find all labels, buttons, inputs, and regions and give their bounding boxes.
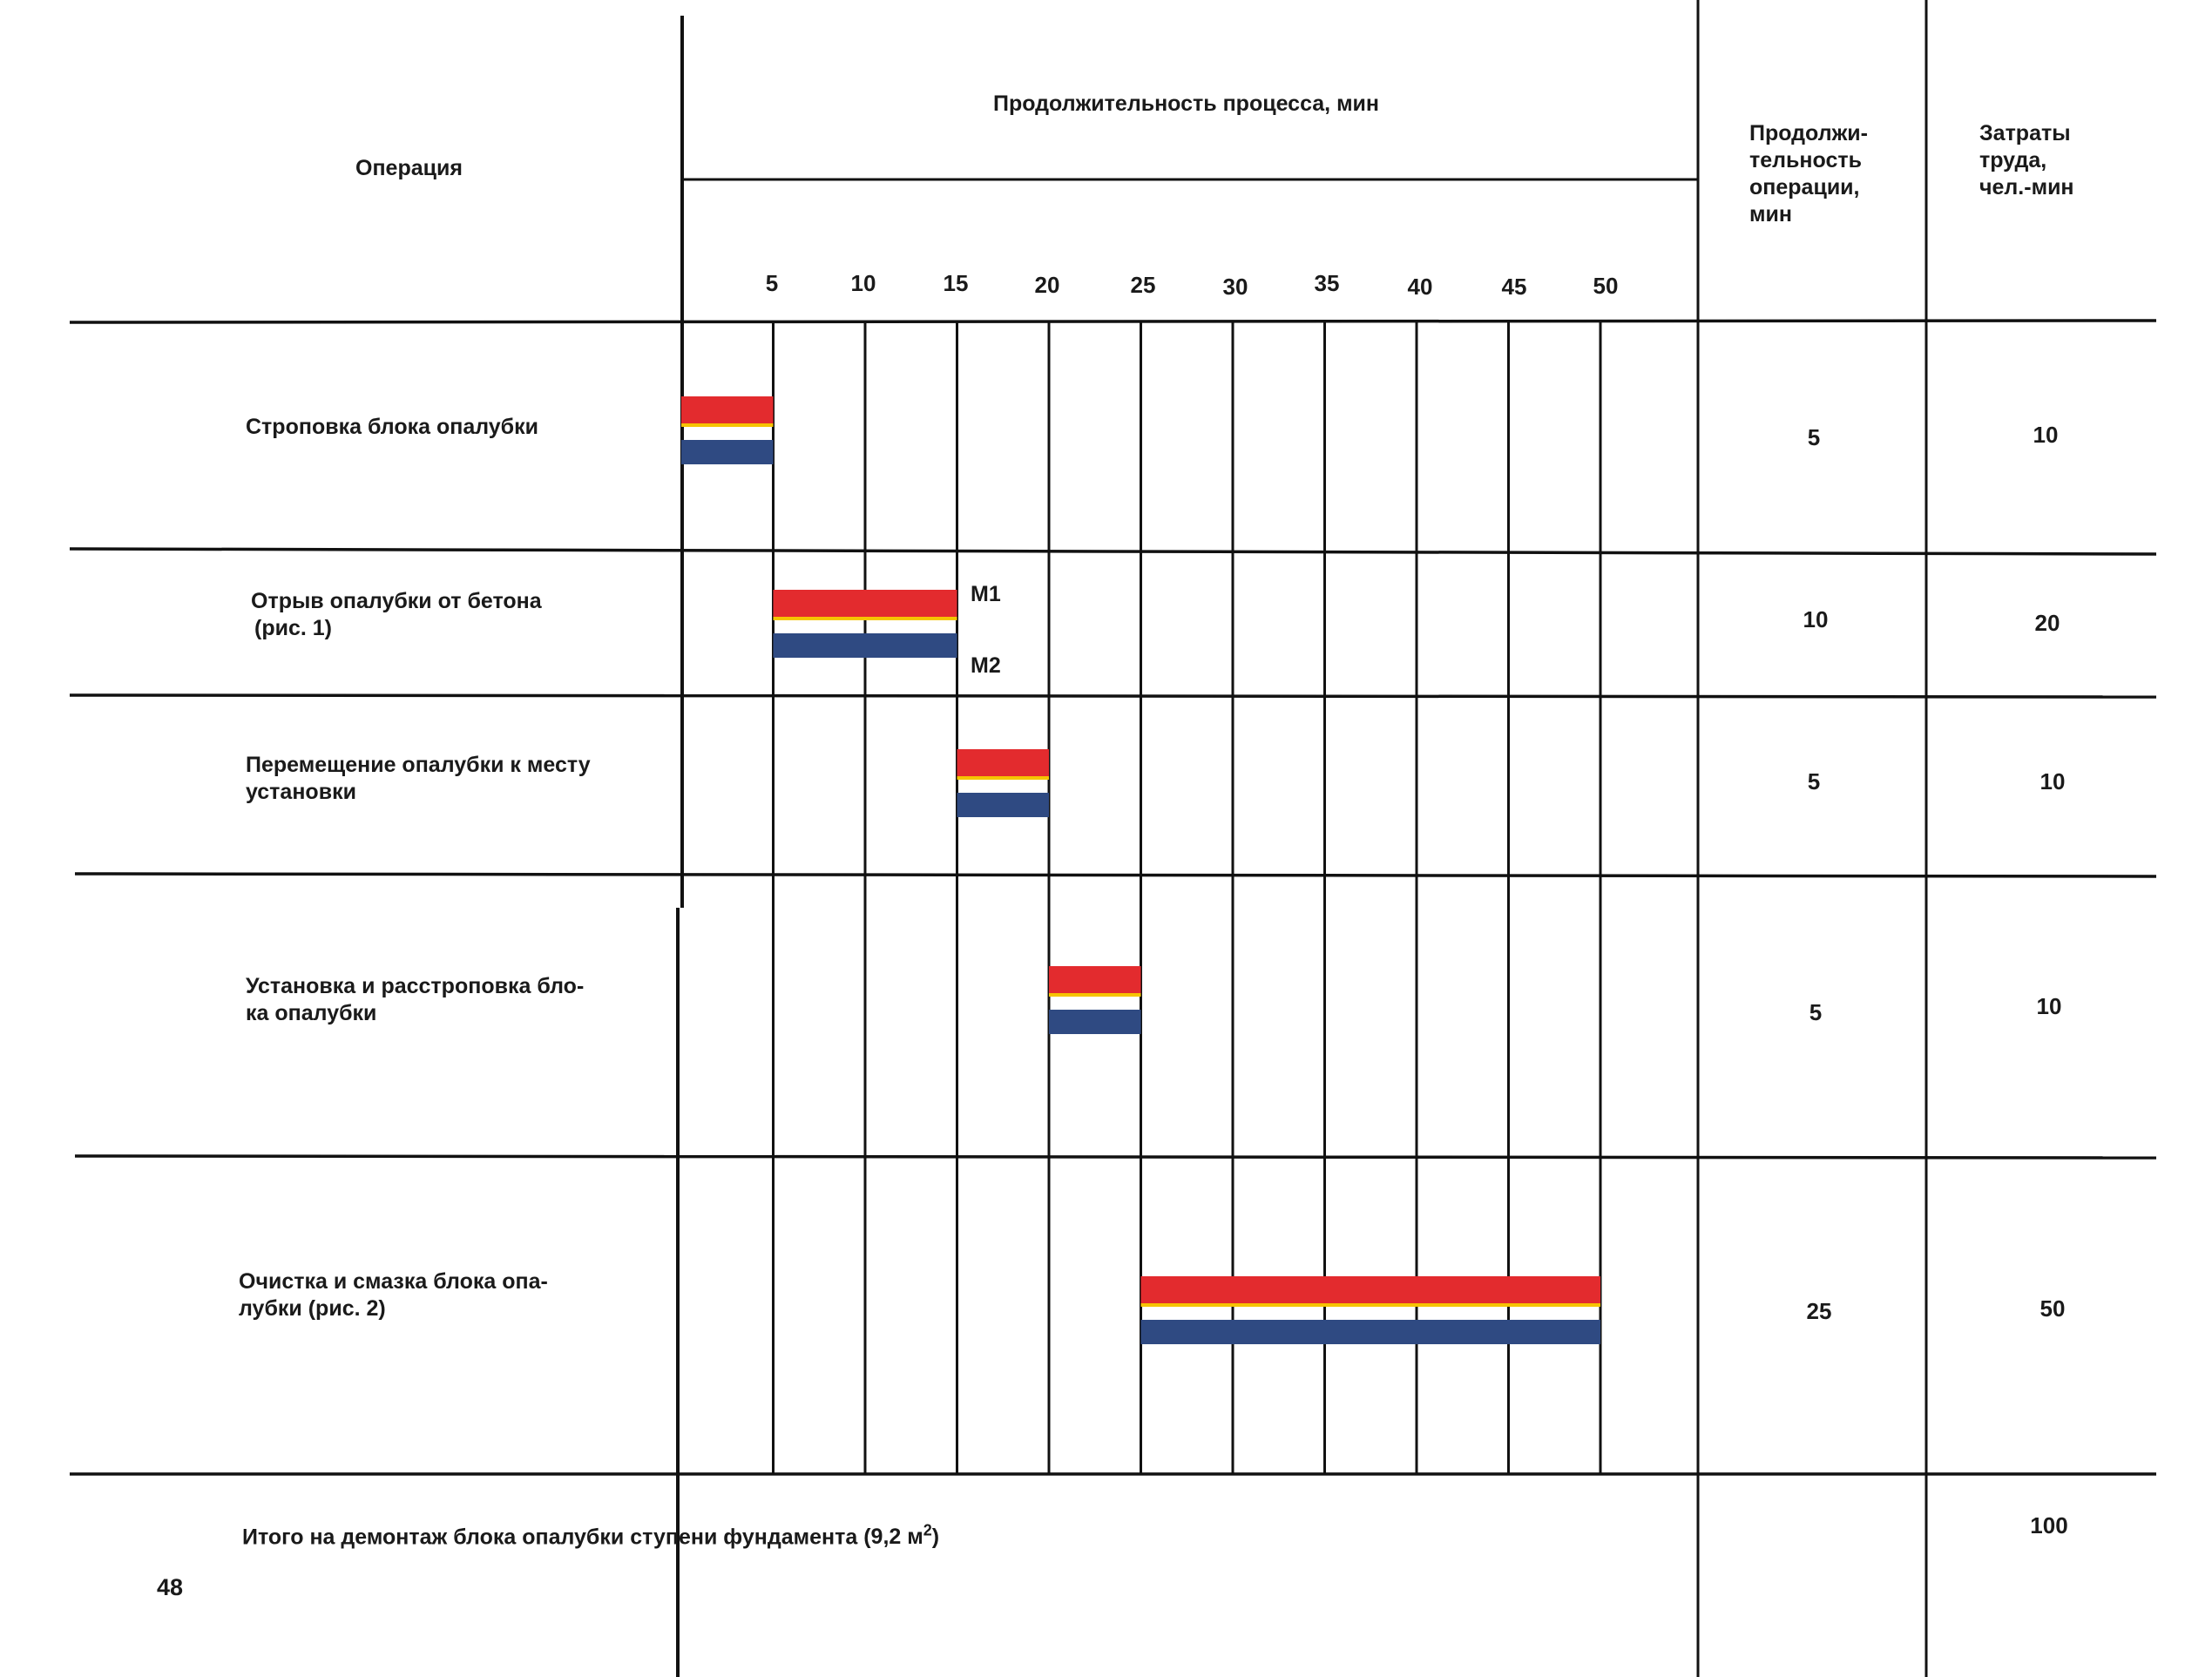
operation-name: установки [246,780,356,804]
labor-cost-header-line: Затраты [1979,121,2071,145]
operation-name: Установка и расстроповка бло- [246,974,585,998]
machine-m2-label: М2 [971,653,1001,678]
operation-name: Отрыв опалубки от бетона [251,589,542,613]
row-separator [70,321,2156,322]
row-separator [70,549,2156,554]
bar-highlight-stripe [1049,993,1141,997]
machine-m2-bar [957,793,1050,817]
operation-duration: 10 [1803,606,1829,632]
row-separator [70,695,2156,697]
operation-header: Операция [355,156,463,180]
bar-highlight-stripe [957,776,1050,780]
operation-name: Строповка блока опалубки [246,415,538,439]
operation-duration: 5 [1807,768,1821,795]
operation-labor: 10 [2033,422,2059,448]
labor-cost-header-line: труда, [1979,148,2047,172]
total-area-sup: 2 [923,1522,932,1539]
total-labor: 100 [2030,1512,2068,1538]
time-tick-label: 10 [850,270,876,296]
machine-m1-bar [1049,966,1141,993]
operation-labor: 50 [2040,1295,2066,1322]
machine-m1-bar [681,396,774,423]
process-duration-header: Продолжительность процесса, мин [993,91,1380,116]
time-tick-label: 45 [1501,274,1527,300]
labor-cost-header-line: чел.-мин [1979,175,2074,199]
machine-m2-bar [1141,1320,1601,1344]
op-duration-header-line: операции, [1749,175,1860,199]
time-tick-label: 25 [1130,272,1156,298]
machine-m1-bar [1141,1276,1601,1303]
labor-cost-header [1979,120,2074,201]
op-duration-header-line: мин [1749,202,1792,227]
time-tick-label: 5 [765,270,779,296]
row-separator [75,874,2156,876]
operation-name: ка опалубки [246,1001,377,1025]
bar-highlight-stripe [681,423,774,427]
operation-duration: 5 [1809,999,1823,1025]
time-tick-label: 30 [1222,274,1248,300]
time-tick-label: 35 [1314,270,1340,296]
time-tick-label: 15 [943,270,969,296]
row-separator [75,1156,2156,1158]
time-tick-label: 40 [1407,274,1433,300]
operation-name: лубки (рис. 2) [239,1296,386,1321]
operation-labor: 10 [2036,993,2062,1019]
time-tick-label: 50 [1593,273,1619,299]
operation-duration: 5 [1807,424,1821,450]
operation-labor: 20 [2034,610,2060,636]
total-area-end: ) [931,1525,940,1550]
op-duration-header-line: Продолжи- [1749,121,1868,145]
page-number: 48 [157,1574,184,1600]
machine-m1-bar [774,590,957,617]
operation-duration: 25 [1806,1298,1832,1324]
machine-m1-label: М1 [971,582,1001,606]
machine-m2-bar [774,633,957,658]
bar-highlight-stripe [1141,1303,1601,1307]
operation-labor: 10 [2040,768,2066,795]
operation-name: Очистка и смазка блока опа- [239,1269,548,1294]
bar-highlight-stripe [774,617,957,620]
op-duration-header [1749,120,1868,228]
total-label [242,1518,939,1551]
total-area-text: (9,2 м [863,1525,923,1550]
machine-m2-bar [1049,1010,1141,1034]
total-area [863,1522,940,1550]
operation-name: (рис. 1) [254,616,332,640]
total-label-text: Итого на демонтаж блока опалубки ступени фундамента [242,1525,858,1550]
time-tick-label: 20 [1034,272,1060,298]
machine-m2-bar [681,440,774,464]
machine-m1-bar [957,749,1050,776]
operation-name: Перемещение опалубки к месту [246,753,591,777]
op-duration-header-line: тельность [1749,148,1862,172]
